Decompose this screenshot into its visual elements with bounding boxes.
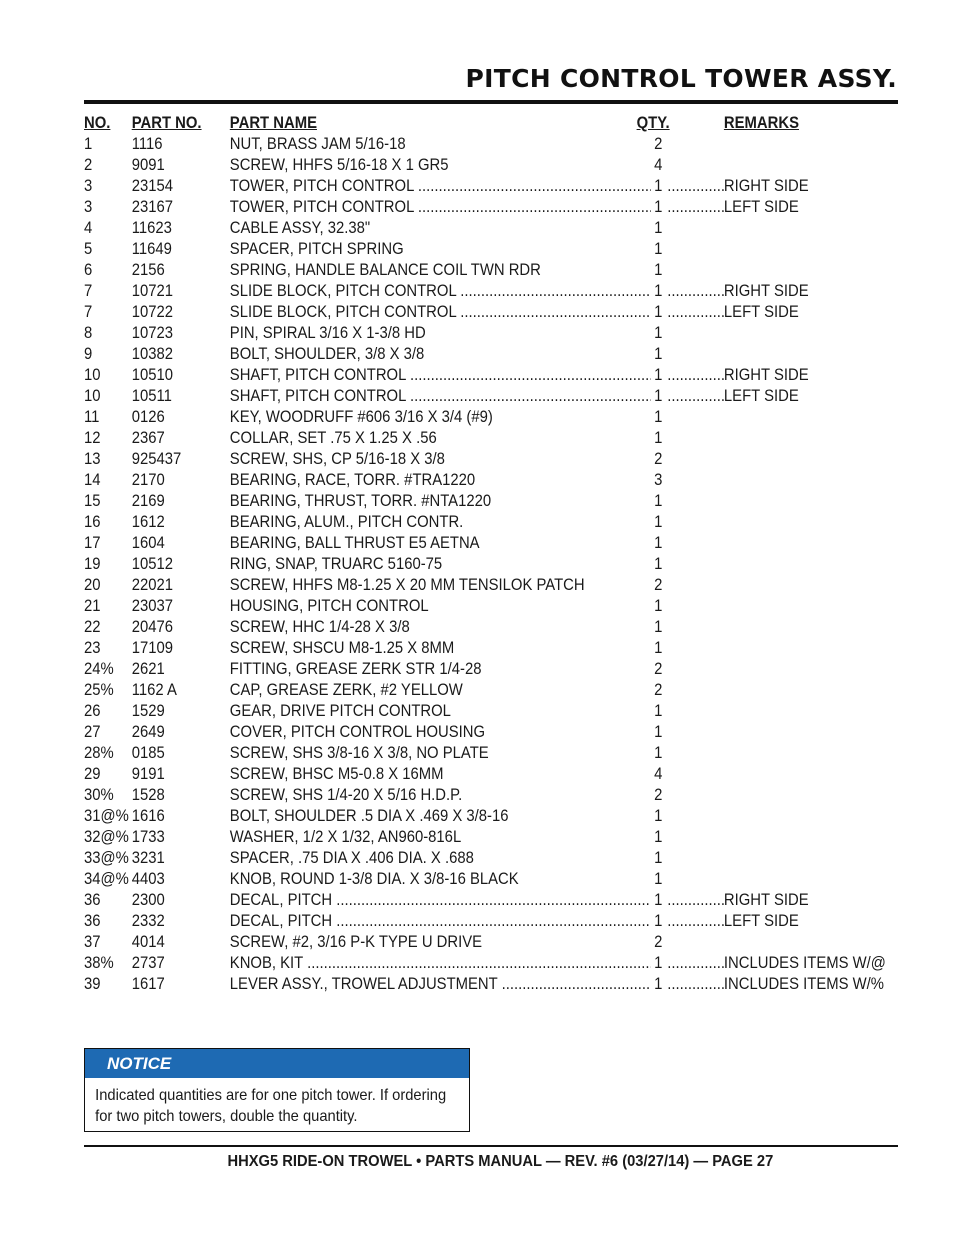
cell-part-name: COLLAR, SET .75 X 1.25 X .56 xyxy=(229,429,437,447)
leader-dots xyxy=(667,911,724,932)
cell-qty: 2 xyxy=(654,135,663,153)
cell-part-name: BEARING, RACE, TORR. #TRA1220 xyxy=(229,471,476,489)
table-row xyxy=(84,932,822,953)
cell-no: 11 xyxy=(84,408,100,426)
cell-no: 17 xyxy=(84,534,101,552)
table-row xyxy=(84,764,822,785)
cell-part-name: CABLE ASSY, 32.38" xyxy=(229,219,371,237)
cell-qty: 1 xyxy=(654,954,663,972)
cell-no: 8 xyxy=(84,324,93,342)
table-row xyxy=(84,827,822,848)
table-row xyxy=(84,407,822,428)
cell-no: 15 xyxy=(84,492,101,510)
leader-dots xyxy=(667,974,724,995)
cell-part-no: 10382 xyxy=(131,345,174,363)
cell-no: 12 xyxy=(84,429,101,447)
cell-part-no: 1528 xyxy=(131,786,165,804)
cell-part-name: DECAL, PITCH ..... xyxy=(230,890,651,911)
notice-title: NOTICE xyxy=(85,1049,469,1078)
cell-qty: 1 xyxy=(654,303,663,321)
cell-part-name: HOUSING, PITCH CONTROL xyxy=(229,597,429,615)
cell-part-no: 1529 xyxy=(131,702,165,720)
table-row xyxy=(84,176,822,197)
parts-table xyxy=(84,113,886,995)
cell-part-no: 1162 A xyxy=(131,681,177,699)
table-row xyxy=(84,911,822,932)
notice-box xyxy=(84,1048,470,1132)
cell-part-no: 23154 xyxy=(131,177,174,195)
cell-part-no: 2621 xyxy=(131,660,165,678)
cell-no: 37 xyxy=(84,933,101,951)
cell-qty: 1 xyxy=(654,282,663,300)
table-header-row xyxy=(84,113,822,134)
cell-part-no: 4403 xyxy=(131,870,165,888)
table-row xyxy=(84,890,822,911)
leader-dots xyxy=(667,197,724,218)
cell-remarks: INCLUDES ITEMS W/% xyxy=(723,975,884,993)
cell-part-no: 10510 xyxy=(131,366,174,384)
cell-part-no: 9091 xyxy=(131,156,165,174)
table-row xyxy=(84,491,822,512)
cell-part-name: TOWER, PITCH CONTROL ..... xyxy=(230,197,651,218)
cell-no: 27 xyxy=(84,723,101,741)
cell-no: 21 xyxy=(84,597,101,615)
cell-no: 31@% xyxy=(84,807,129,825)
cell-no: 10 xyxy=(84,387,101,405)
table-row xyxy=(84,428,822,449)
cell-qty: 1 xyxy=(654,870,663,888)
cell-no: 32@% xyxy=(84,828,129,846)
cell-qty: 1 xyxy=(654,219,663,237)
cell-part-no: 2367 xyxy=(131,429,165,447)
cell-part-name: SHAFT, PITCH CONTROL ..... xyxy=(230,386,651,407)
cell-no: 3 xyxy=(84,177,93,195)
cell-no: 36 xyxy=(84,912,101,930)
leader-dots xyxy=(667,176,724,197)
cell-part-no: 1612 xyxy=(131,513,165,531)
cell-qty: 1 xyxy=(654,597,663,615)
cell-qty: 1 xyxy=(654,198,663,216)
cell-part-no: 0126 xyxy=(131,408,165,426)
cell-part-no: 23167 xyxy=(131,198,174,216)
table-row xyxy=(84,197,822,218)
leader-dots xyxy=(667,365,724,386)
cell-part-no: 2300 xyxy=(131,891,165,909)
cell-part-no: 10511 xyxy=(131,387,172,405)
cell-part-name: SLIDE BLOCK, PITCH CONTROL ..... xyxy=(230,302,651,323)
cell-no: 7 xyxy=(84,303,93,321)
cell-no: 25% xyxy=(84,681,114,699)
cell-no: 26 xyxy=(84,702,101,720)
cell-remarks: RIGHT SIDE xyxy=(723,891,809,909)
cell-remarks: RIGHT SIDE xyxy=(723,177,809,195)
table-row xyxy=(84,449,822,470)
table-row xyxy=(84,281,822,302)
cell-qty: 1 xyxy=(654,639,663,657)
title-rule xyxy=(84,100,898,104)
table-row xyxy=(84,386,822,407)
cell-part-name: PIN, SPIRAL 3/16 X 1-3/8 HD xyxy=(229,324,426,342)
cell-no: 30% xyxy=(84,786,114,804)
cell-qty: 1 xyxy=(654,828,663,846)
cell-no: 1 xyxy=(84,135,93,153)
cell-remarks: LEFT SIDE xyxy=(723,198,799,216)
cell-part-name: SPACER, .75 DIA X .406 DIA. X .688 xyxy=(229,849,474,867)
table-row xyxy=(84,239,822,260)
cell-no: 3 xyxy=(84,198,93,216)
cell-qty: 1 xyxy=(654,408,663,426)
cell-qty: 1 xyxy=(654,261,663,279)
cell-no: 28% xyxy=(84,744,114,762)
cell-qty: 2 xyxy=(654,450,663,468)
cell-part-name: FITTING, GREASE ZERK STR 1/4-28 xyxy=(229,660,482,678)
cell-part-name: SCREW, SHS, CP 5/16-18 X 3/8 xyxy=(229,450,445,468)
cell-qty: 1 xyxy=(654,177,663,195)
cell-qty: 3 xyxy=(654,471,663,489)
table-row xyxy=(84,806,822,827)
cell-part-name: SLIDE BLOCK, PITCH CONTROL ..... xyxy=(230,281,651,302)
cell-no: 38% xyxy=(84,954,114,972)
header-qty: QTY. xyxy=(636,114,670,132)
cell-part-no: 2170 xyxy=(131,471,165,489)
cell-qty: 2 xyxy=(654,576,663,594)
cell-part-no: 10722 xyxy=(131,303,174,321)
cell-part-no: 20476 xyxy=(131,618,174,636)
cell-part-no: 1616 xyxy=(131,807,165,825)
cell-part-name: GEAR, DRIVE PITCH CONTROL xyxy=(229,702,451,720)
cell-no: 16 xyxy=(84,513,101,531)
cell-no: 7 xyxy=(84,282,93,300)
table-row xyxy=(84,953,886,974)
cell-part-no: 9191 xyxy=(131,765,165,783)
cell-qty: 1 xyxy=(654,807,663,825)
cell-part-name: SCREW, HHFS M8-1.25 X 20 MM TENSILOK PATCH xyxy=(229,576,585,594)
cell-part-no: 2649 xyxy=(131,723,165,741)
cell-part-name: DECAL, PITCH ..... xyxy=(230,911,651,932)
cell-qty: 1 xyxy=(654,618,663,636)
cell-part-name: WASHER, 1/2 X 1/32, AN960-816L xyxy=(229,828,462,846)
cell-part-name: KNOB, KIT ..... xyxy=(230,953,651,974)
cell-part-name: SPRING, HANDLE BALANCE COIL TWN RDR xyxy=(229,261,541,279)
cell-part-no: 0185 xyxy=(131,744,165,762)
cell-qty: 1 xyxy=(654,975,663,993)
table-row xyxy=(84,260,822,281)
table-row xyxy=(84,323,822,344)
cell-part-no: 1617 xyxy=(131,975,165,993)
cell-part-name: CAP, GREASE ZERK, #2 YELLOW xyxy=(229,681,463,699)
cell-no: 14 xyxy=(84,471,101,489)
table-row xyxy=(84,785,822,806)
cell-part-no: 2156 xyxy=(131,261,165,279)
footer-text: HHXG5 RIDE-ON TROWEL • PARTS MANUAL — REV. #6 (03/27/14) — PAGE 27 xyxy=(227,1153,773,1170)
footer-rule xyxy=(84,1145,898,1147)
cell-part-name: RING, SNAP, TRUARC 5160-75 xyxy=(229,555,443,573)
table-row xyxy=(84,659,822,680)
table-row xyxy=(84,596,822,617)
cell-qty: 1 xyxy=(654,912,663,930)
table-body xyxy=(84,134,886,995)
cell-part-name: SCREW, BHSC M5-0.8 X 16MM xyxy=(229,765,444,783)
cell-qty: 1 xyxy=(654,240,663,258)
leader-dots xyxy=(667,302,724,323)
cell-qty: 4 xyxy=(654,156,663,174)
cell-qty: 1 xyxy=(654,366,663,384)
table-row xyxy=(84,701,822,722)
cell-part-name: SCREW, SHSCU M8-1.25 X 8MM xyxy=(229,639,455,657)
cell-part-no: 3231 xyxy=(131,849,165,867)
cell-remarks: RIGHT SIDE xyxy=(723,282,809,300)
cell-part-name: SCREW, SHS 1/4-20 X 5/16 H.D.P. xyxy=(229,786,463,804)
cell-qty: 1 xyxy=(654,492,663,510)
cell-no: 23 xyxy=(84,639,101,657)
header-part-name: PART NAME xyxy=(229,114,317,132)
cell-remarks: LEFT SIDE xyxy=(723,303,799,321)
table-row xyxy=(84,869,822,890)
cell-qty: 1 xyxy=(654,891,663,909)
cell-qty: 2 xyxy=(654,660,663,678)
table-row xyxy=(84,302,822,323)
cell-qty: 2 xyxy=(654,786,663,804)
cell-part-no: 2737 xyxy=(131,954,165,972)
cell-part-name: KEY, WOODRUFF #606 3/16 X 3/4 (#9) xyxy=(229,408,493,426)
cell-part-name: SCREW, HHC 1/4-28 X 3/8 xyxy=(229,618,410,636)
cell-no: 2 xyxy=(84,156,93,174)
table-row xyxy=(84,848,822,869)
cell-part-name: TOWER, PITCH CONTROL ..... xyxy=(230,176,651,197)
cell-part-name: SCREW, SHS 3/8-16 X 3/8, NO PLATE xyxy=(229,744,489,762)
cell-part-name: BEARING, ALUM., PITCH CONTR. xyxy=(229,513,464,531)
cell-qty: 2 xyxy=(654,681,663,699)
table-row xyxy=(84,722,822,743)
cell-qty: 2 xyxy=(654,933,663,951)
table-row xyxy=(84,554,822,575)
header-no: NO. xyxy=(84,114,111,132)
cell-part-name: SHAFT, PITCH CONTROL ..... xyxy=(230,365,651,386)
cell-part-name: COVER, PITCH CONTROL HOUSING xyxy=(229,723,486,741)
table-row xyxy=(84,134,822,155)
table-row xyxy=(84,743,822,764)
cell-qty: 1 xyxy=(654,534,663,552)
table-row xyxy=(84,365,822,386)
header-part-no: PART NO. xyxy=(131,114,202,132)
cell-part-no: 1733 xyxy=(131,828,165,846)
cell-part-no: 23037 xyxy=(131,597,174,615)
cell-part-name: BEARING, BALL THRUST E5 AETNA xyxy=(229,534,480,552)
cell-no: 13 xyxy=(84,450,101,468)
table-row xyxy=(84,974,884,995)
leader-dots xyxy=(667,281,724,302)
cell-no: 4 xyxy=(84,219,93,237)
cell-part-name: BOLT, SHOULDER .5 DIA X .469 X 3/8-16 xyxy=(229,807,509,825)
cell-qty: 1 xyxy=(654,744,663,762)
table-row xyxy=(84,218,822,239)
cell-part-name: SPACER, PITCH SPRING xyxy=(229,240,404,258)
table-row xyxy=(84,344,822,365)
cell-no: 33@% xyxy=(84,849,129,867)
cell-qty: 1 xyxy=(654,723,663,741)
cell-part-no: 1116 xyxy=(131,135,163,153)
cell-no: 24% xyxy=(84,660,114,678)
cell-qty: 1 xyxy=(654,345,663,363)
table-row xyxy=(84,638,822,659)
cell-part-no: 10723 xyxy=(131,324,174,342)
cell-no: 5 xyxy=(84,240,93,258)
cell-part-name: KNOB, ROUND 1-3/8 DIA. X 3/8-16 BLACK xyxy=(229,870,519,888)
cell-qty: 1 xyxy=(654,555,663,573)
table-row xyxy=(84,512,822,533)
cell-part-no: 11623 xyxy=(131,219,172,237)
table-row xyxy=(84,533,822,554)
notice-text: Indicated quantities are for one pitch tower. If ordering for two pitch towers, double the quantity. xyxy=(95,1087,447,1125)
cell-no: 19 xyxy=(84,555,101,573)
cell-part-name: BOLT, SHOULDER, 3/8 X 3/8 xyxy=(229,345,425,363)
cell-no: 36 xyxy=(84,891,101,909)
cell-no: 20 xyxy=(84,576,101,594)
cell-part-no: 925437 xyxy=(131,450,182,468)
cell-part-no: 1604 xyxy=(131,534,165,552)
cell-qty: 1 xyxy=(654,387,663,405)
cell-remarks: LEFT SIDE xyxy=(723,387,799,405)
cell-part-name: SCREW, #2, 3/16 P-K TYPE U DRIVE xyxy=(229,933,483,951)
cell-part-no: 22021 xyxy=(131,576,174,594)
cell-qty: 1 xyxy=(654,849,663,867)
cell-part-no: 17109 xyxy=(131,639,174,657)
cell-no: 39 xyxy=(84,975,101,993)
header-remarks: REMARKS xyxy=(723,114,799,132)
leader-dots xyxy=(667,890,724,911)
table-row xyxy=(84,575,822,596)
table-row xyxy=(84,617,822,638)
cell-qty: 1 xyxy=(654,324,663,342)
cell-remarks: INCLUDES ITEMS W/@ xyxy=(723,954,886,972)
cell-qty: 1 xyxy=(654,429,663,447)
cell-part-no: 10721 xyxy=(131,282,174,300)
cell-part-no: 10512 xyxy=(131,555,174,573)
cell-qty: 1 xyxy=(654,513,663,531)
cell-part-name: NUT, BRASS JAM 5/16-18 xyxy=(229,135,406,153)
cell-remarks: LEFT SIDE xyxy=(723,912,799,930)
table-row xyxy=(84,155,822,176)
cell-part-no: 11649 xyxy=(131,240,172,258)
table-row xyxy=(84,680,822,701)
cell-no: 29 xyxy=(84,765,101,783)
cell-remarks: RIGHT SIDE xyxy=(723,366,809,384)
leader-dots xyxy=(667,386,724,407)
cell-part-no: 2332 xyxy=(131,912,165,930)
cell-no: 10 xyxy=(84,366,101,384)
leader-dots xyxy=(667,953,724,974)
cell-part-no: 4014 xyxy=(131,933,165,951)
cell-no: 6 xyxy=(84,261,93,279)
cell-qty: 1 xyxy=(654,702,663,720)
table-row xyxy=(84,470,822,491)
cell-no: 9 xyxy=(84,345,93,363)
cell-part-name: BEARING, THRUST, TORR. #NTA1220 xyxy=(229,492,492,510)
cell-qty: 4 xyxy=(654,765,663,783)
cell-no: 22 xyxy=(84,618,101,636)
cell-no: 34@% xyxy=(84,870,129,888)
cell-part-name: SCREW, HHFS 5/16-18 X 1 GR5 xyxy=(229,156,449,174)
cell-part-name: LEVER ASSY., TROWEL ADJUSTMENT ..... xyxy=(230,974,651,995)
cell-part-no: 2169 xyxy=(131,492,165,510)
page-title: PITCH CONTROL TOWER ASSY. xyxy=(465,64,897,93)
